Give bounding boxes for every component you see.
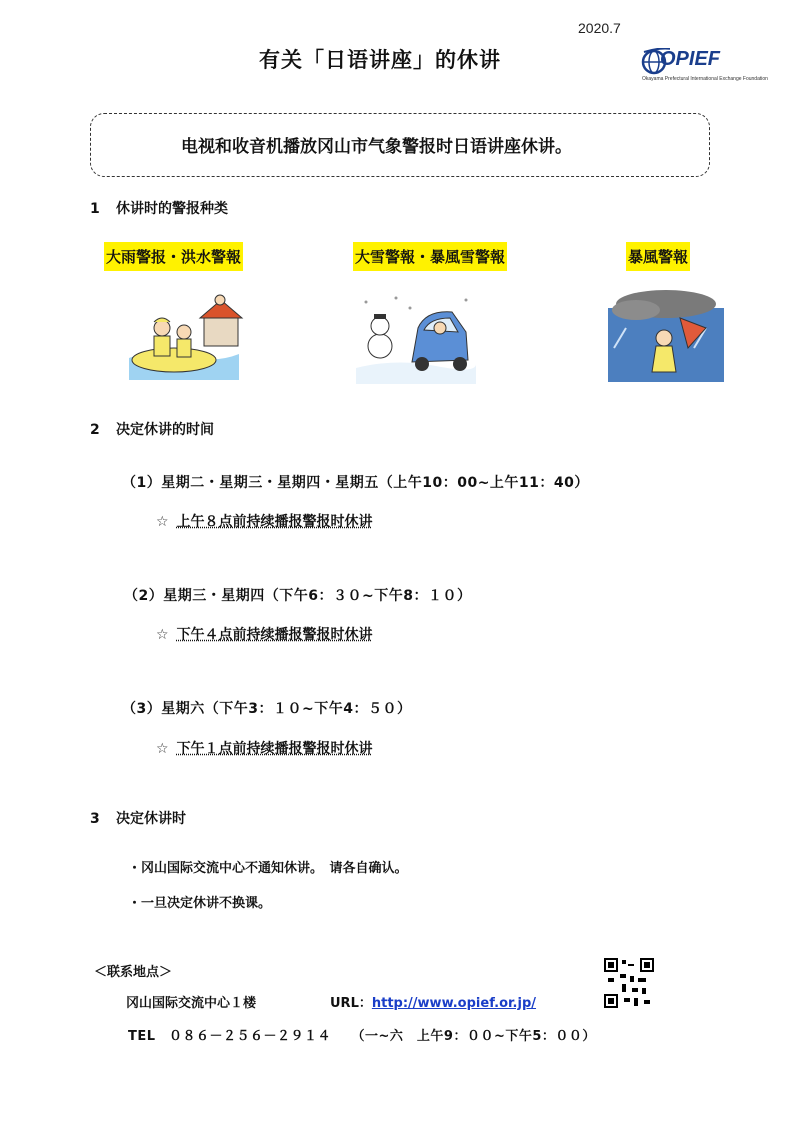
rule-text: 下午４点前持续播报警报时休讲	[176, 627, 373, 643]
contact-place: 冈山国际交流中心１楼	[126, 996, 257, 1011]
website-link[interactable]: http://www.opief.or.jp/	[371, 996, 537, 1011]
logo-text: OPIEF	[660, 48, 721, 70]
warning-label-storm: 暴風警報	[626, 242, 690, 271]
section3-heading	[90, 808, 186, 828]
star-icon: ☆	[156, 627, 169, 643]
star-icon: ☆	[156, 514, 169, 530]
storm-illustration	[606, 288, 726, 384]
schedule-weekday: （1）星期二・星期三・星期四・星期五（上午10：00~上午11：40）	[122, 475, 589, 491]
opief-logo	[640, 46, 768, 90]
warning-label-rain: 大雨警报・洪水警報	[104, 242, 243, 271]
logo-subtitle: Okayama Prefectural International Exchange Foundation	[642, 76, 768, 82]
snow-illustration	[356, 288, 476, 384]
warning-label-snow: 大雪警報・暴風雪警報	[353, 242, 507, 271]
contact-tel: TEL ０８６－２５６－２９１４ （一~六 上午9：００~下午5：００）	[128, 1029, 596, 1044]
rule-saturday	[156, 738, 373, 758]
schedule-saturday: （3）星期六（下午3：１０~下午4：５０）	[122, 701, 412, 717]
notice-box	[90, 113, 710, 177]
notice-text: 电视和收音机播放冈山市气象警报时日语讲座休讲。	[181, 137, 572, 157]
url-label: URL：	[330, 996, 372, 1011]
section1-title: 休讲时的警报种类	[116, 201, 228, 217]
rule-text: 上午８点前持续播报警报时休讲	[176, 514, 373, 530]
schedule-evening: （2）星期三・星期四（下午6：３０~下午8：１０）	[124, 588, 472, 604]
date: 2020.7	[578, 20, 621, 36]
rule-evening	[156, 624, 373, 644]
section1-number: 1	[90, 201, 100, 217]
section3-title: 决定休讲时	[116, 811, 186, 827]
qr-code-icon[interactable]	[604, 958, 654, 1008]
rule-weekday	[156, 511, 373, 531]
bullet-no-notice: ・冈山国际交流中心不通知休讲。 请各自确认。	[128, 861, 408, 876]
page-title: 有关「日语讲座」的休讲	[259, 48, 501, 72]
section2-number: 2	[90, 422, 100, 438]
section1-heading	[90, 198, 228, 218]
section2-title: 决定休讲的时间	[116, 422, 214, 438]
flood-illustration	[124, 288, 244, 384]
section3-number: 3	[90, 811, 100, 827]
contact-url-row	[330, 992, 536, 1011]
star-icon: ☆	[156, 741, 169, 757]
contact-heading: ＜联系地点＞	[94, 965, 173, 980]
bullet-no-makeup: ・一旦决定休讲不换课。	[128, 896, 272, 911]
section2-heading	[90, 419, 214, 439]
rule-text: 下午１点前持续播报警报时休讲	[176, 741, 373, 757]
